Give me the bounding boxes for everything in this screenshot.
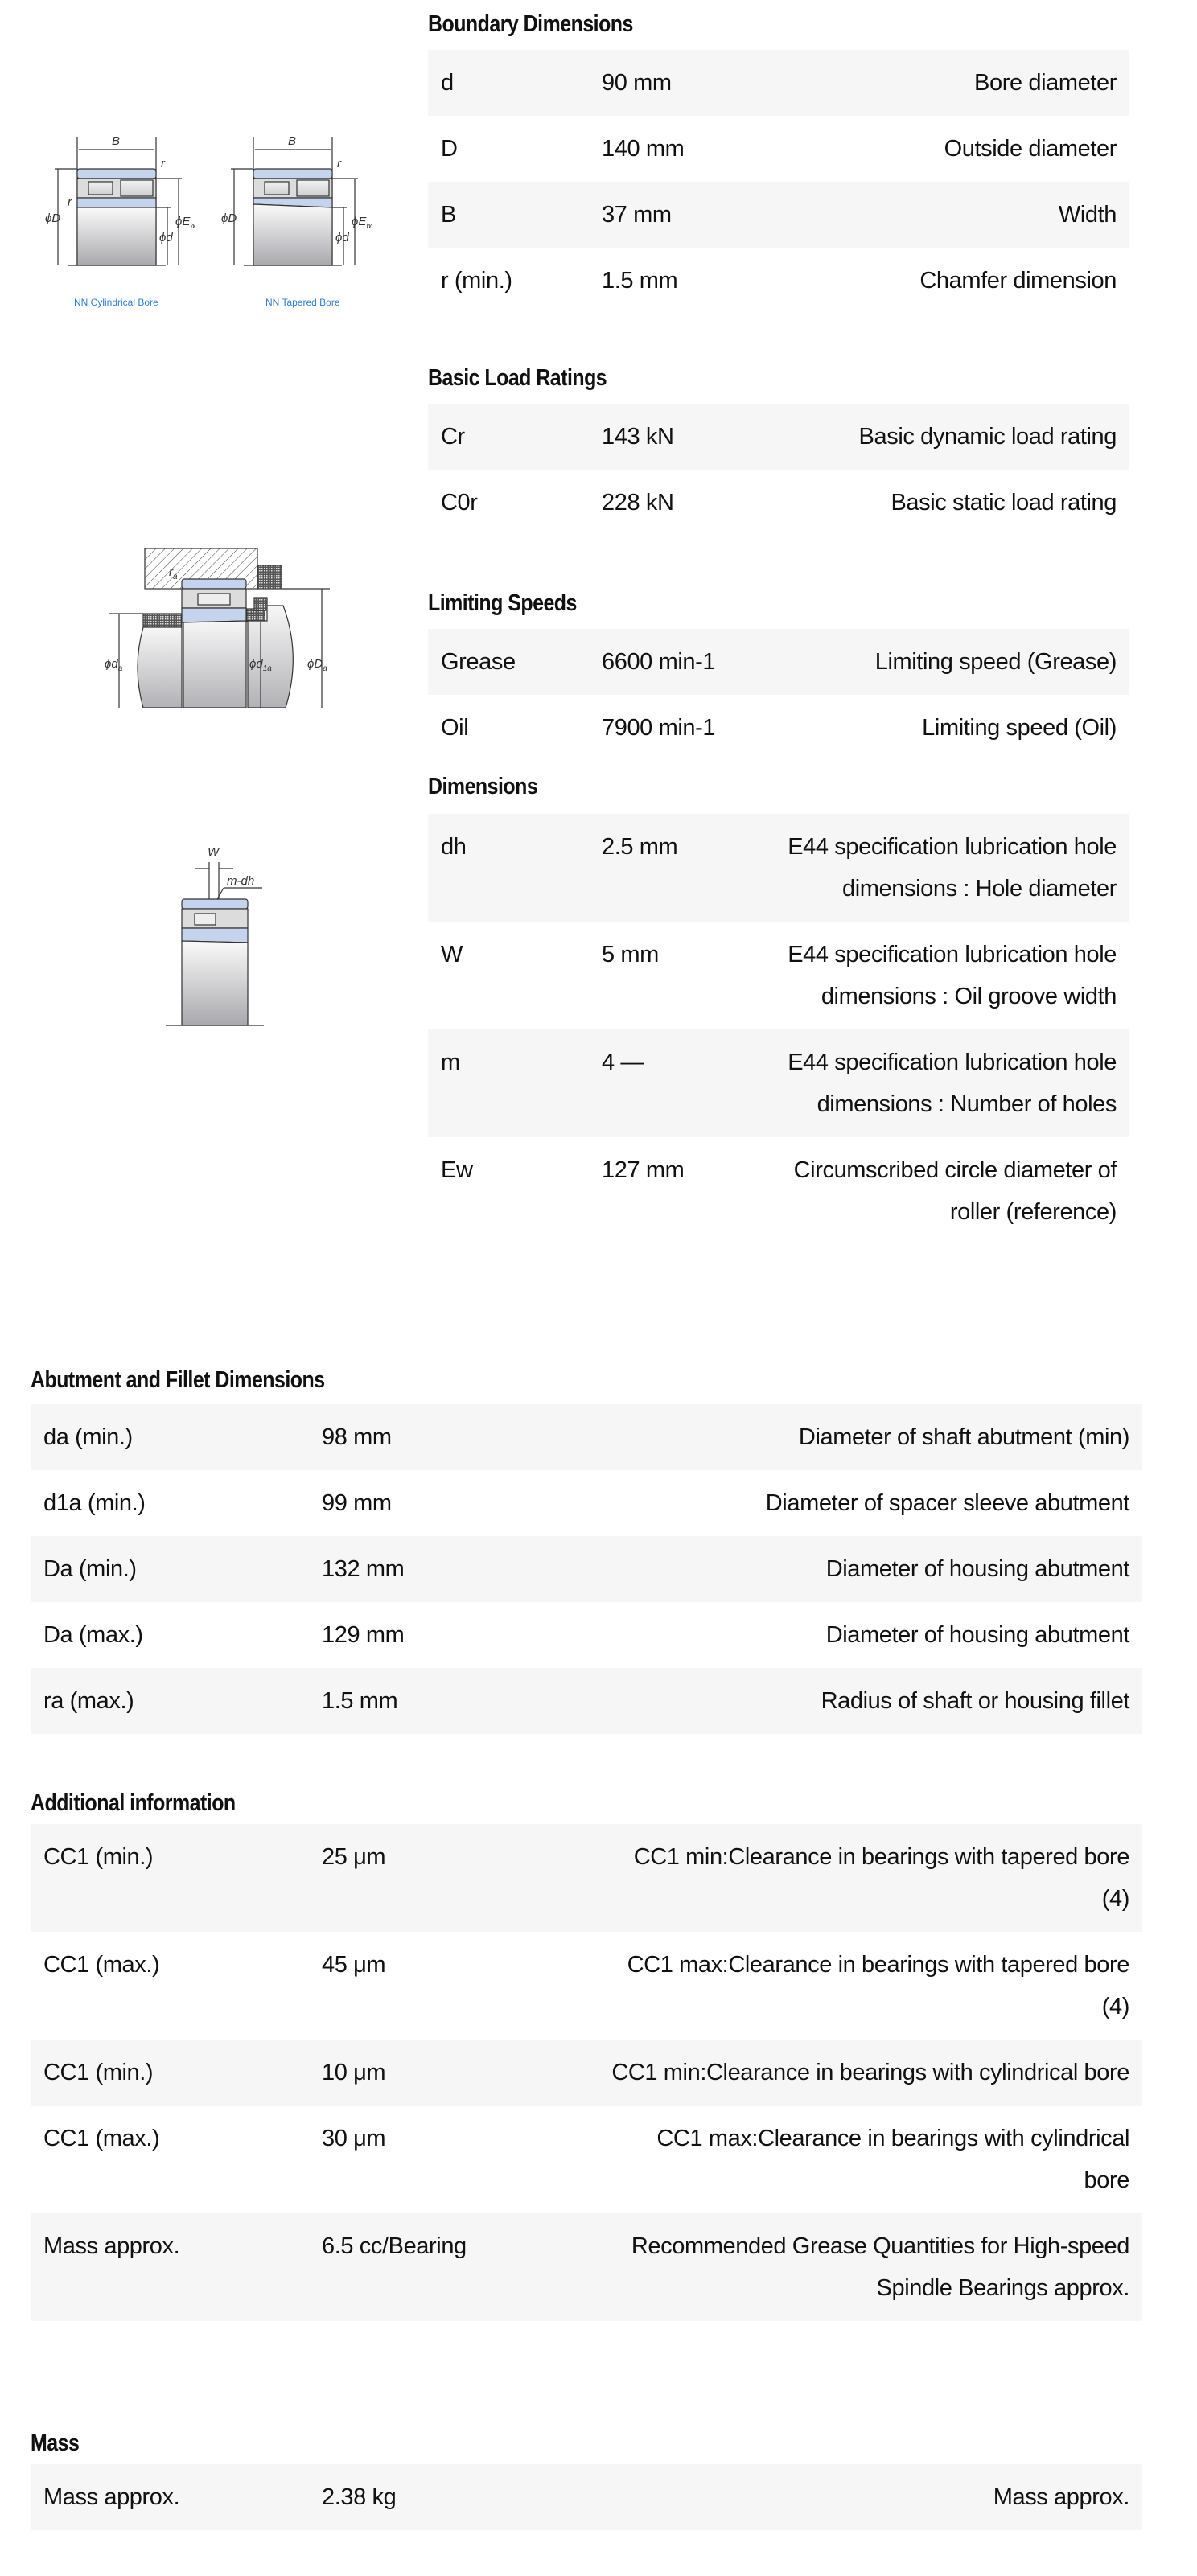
dim-label-d1a: $\phi d_{1a}$ <box>249 657 272 673</box>
table-row <box>31 1668 1142 1734</box>
cell-value: 1.5 mm <box>309 1668 598 1734</box>
cell-value: 132 mm <box>309 1536 598 1602</box>
table-row <box>31 2464 1142 2530</box>
section-title-dimensions: Dimensions <box>428 774 538 799</box>
cell-desc: CC1 min:Clearance in bearings with cylindrical bore <box>598 2040 1142 2106</box>
boundary-dimensions-table <box>428 50 1129 314</box>
abutment-fillet-table <box>31 1404 1142 1734</box>
cell-value: 143 kN <box>589 404 766 470</box>
cell-value: 127 mm <box>602 1157 685 1183</box>
section-title-speeds: Limiting Speeds <box>428 590 577 616</box>
table-row <box>31 2213 1142 2321</box>
cell-desc: CC1 max:Clearance in bearings with tapered bore (4) <box>627 1952 1129 2019</box>
cell-value: 99 mm <box>322 1490 392 1516</box>
limiting-speeds-table <box>428 629 1129 761</box>
cell-desc: Width <box>766 182 1129 248</box>
bearing-types-diagram <box>32 121 402 322</box>
cell-desc: E44 specification lubrication hole dimensions : Number of holes <box>766 1029 1129 1137</box>
cell-key: Cr <box>428 404 589 470</box>
table-row <box>31 1824 1142 1932</box>
cell-desc: Diameter of shaft abutment (min) <box>598 1404 1142 1470</box>
cell-value: 30 μm <box>322 2126 386 2151</box>
dim-label-W: W <box>208 845 220 859</box>
section-title-load: Basic Load Ratings <box>428 365 607 391</box>
cell-desc: Diameter of housing abutment <box>598 1536 1142 1602</box>
table-row <box>428 629 1129 695</box>
cell-desc: E44 specification lubrication hole dimensions : Oil groove width <box>788 942 1117 1009</box>
table-row <box>428 470 1129 536</box>
cell-key: Ew <box>441 1157 473 1183</box>
cell-key: Da (min.) <box>31 1536 309 1602</box>
cell-key: C0r <box>441 490 478 516</box>
cell-desc: Basic static load rating <box>891 490 1117 516</box>
mounting-diagram <box>80 515 354 708</box>
dim-label-r: r <box>161 157 165 171</box>
table-row <box>428 404 1129 470</box>
cell-desc: Recommended Grease Quantities for High-speed Spindle Bearings approx. <box>598 2213 1142 2321</box>
dim-label-d: ϕd <box>159 231 173 244</box>
table-row <box>428 50 1129 116</box>
cell-key: Oil <box>441 715 469 741</box>
cell-value: 98 mm <box>309 1404 598 1470</box>
section-title-additional: Additional information <box>31 1790 236 1816</box>
dim-label-ra: $r_a$ <box>169 565 178 581</box>
table-row <box>428 1029 1129 1137</box>
cell-key: Grease <box>428 629 589 695</box>
cell-value: 7900 min-1 <box>602 715 716 741</box>
cell-value: 129 mm <box>322 1622 405 1648</box>
cell-desc: Diameter of housing abutment <box>825 1622 1129 1648</box>
cell-desc: Diameter of spacer sleeve abutment <box>765 1490 1129 1516</box>
table-row <box>31 1404 1142 1470</box>
cell-value: 6600 min-1 <box>589 629 766 695</box>
cell-desc: Limiting speed (Oil) <box>922 715 1117 741</box>
cell-value: 140 mm <box>602 136 685 162</box>
dim-label-Ew: $\phi E_w$ <box>175 215 195 229</box>
cell-key: D <box>441 136 458 162</box>
cell-key: ra (max.) <box>31 1668 309 1734</box>
cell-desc: Circumscribed circle diameter of roller (reference) <box>793 1157 1117 1225</box>
cell-value: 6.5 cc/Bearing <box>309 2213 598 2321</box>
table-row <box>428 116 1129 182</box>
cell-key: CC1 (max.) <box>43 1952 160 1978</box>
additional-information-table <box>31 1824 1142 2321</box>
dim-label-D: ϕD <box>45 212 61 225</box>
dim-label-m-dh: m-dh <box>227 874 255 888</box>
section-title-boundary: Boundary Dimensions <box>428 11 633 37</box>
cell-value: 25 μm <box>309 1824 598 1932</box>
mass-table <box>31 2464 1142 2530</box>
cell-key: Da (max.) <box>43 1622 143 1648</box>
dimensions-table <box>428 814 1129 1245</box>
dim-label-r-tapered: r <box>337 157 341 171</box>
dim-label-B: B <box>112 134 121 148</box>
cell-value: 4 — <box>589 1029 766 1137</box>
table-row <box>428 695 1129 761</box>
tapered-bore-caption: NN Tapered Bore <box>265 297 340 308</box>
cell-desc: Mass approx. <box>598 2464 1142 2530</box>
dim-label-B-tapered: B <box>288 134 297 148</box>
table-row <box>31 1470 1142 1536</box>
table-row <box>31 2040 1142 2106</box>
cell-desc: Radius of shaft or housing fillet <box>598 1668 1142 1734</box>
cell-value: 1.5 mm <box>602 268 678 294</box>
dim-label-d-tapered: ϕd <box>335 231 349 244</box>
cell-key: B <box>428 182 589 248</box>
dim-label-r-inner: r <box>68 195 72 209</box>
cell-key: W <box>441 942 463 968</box>
cell-desc: CC1 min:Clearance in bearings with tapered bore (4) <box>598 1824 1142 1932</box>
cell-key: d1a (min.) <box>43 1490 146 1516</box>
cell-desc: CC1 max:Clearance in bearings with cylindrical bore <box>656 2126 1129 2193</box>
table-row <box>428 248 1129 314</box>
cell-key: CC1 (min.) <box>31 2040 309 2106</box>
dim-label-Da: $\phi D_a$ <box>307 657 327 673</box>
cylindrical-bore-caption: NN Cylindrical Bore <box>74 297 158 308</box>
cell-key: r (min.) <box>441 268 512 294</box>
table-row <box>428 182 1129 248</box>
cylindrical-bore-bearing <box>55 137 182 265</box>
table-row <box>31 1536 1142 1602</box>
tapered-bore-bearing <box>231 137 358 265</box>
cell-value: 2.38 kg <box>309 2464 598 2530</box>
cell-key: CC1 (max.) <box>43 2126 160 2151</box>
cell-value: 10 μm <box>309 2040 598 2106</box>
table-row <box>31 1932 1142 2040</box>
cell-value: 90 mm <box>589 50 766 116</box>
cell-desc: Basic dynamic load rating <box>766 404 1129 470</box>
table-row <box>31 2106 1142 2213</box>
dim-label-Ew-tapered: $\phi E_w$ <box>352 215 372 229</box>
cell-value: 228 kN <box>602 490 674 516</box>
table-row <box>428 1137 1129 1245</box>
dim-label-D-tapered: ϕD <box>221 212 237 225</box>
section-title-abutment: Abutment and Fillet Dimensions <box>31 1367 325 1393</box>
lubrication-hole-diagram <box>145 820 290 1029</box>
cell-key: dh <box>428 814 589 922</box>
cell-desc: Bore diameter <box>766 50 1129 116</box>
cell-desc: Chamfer dimension <box>919 268 1117 294</box>
cell-key: Mass approx. <box>31 2464 309 2530</box>
section-title-mass: Mass <box>31 2430 80 2456</box>
cell-key: da (min.) <box>31 1404 309 1470</box>
cell-key: m <box>428 1029 589 1137</box>
basic-load-ratings-table <box>428 404 1129 536</box>
cell-value: 2.5 mm <box>589 814 766 922</box>
cell-desc: Limiting speed (Grease) <box>766 629 1129 695</box>
cell-desc: E44 specification lubrication hole dimensions : Hole diameter <box>766 814 1129 922</box>
cell-desc: Outside diameter <box>944 136 1117 162</box>
cell-value: 45 μm <box>322 1952 386 1978</box>
cell-key: Mass approx. <box>31 2213 309 2321</box>
table-row <box>31 1602 1142 1668</box>
cell-value: 37 mm <box>589 182 766 248</box>
cell-key: CC1 (min.) <box>31 1824 309 1932</box>
cell-value: 5 mm <box>602 942 659 968</box>
table-row <box>428 922 1129 1029</box>
cell-key: d <box>428 50 589 116</box>
table-row <box>428 814 1129 922</box>
dim-label-da: $\phi d_a$ <box>105 657 123 673</box>
